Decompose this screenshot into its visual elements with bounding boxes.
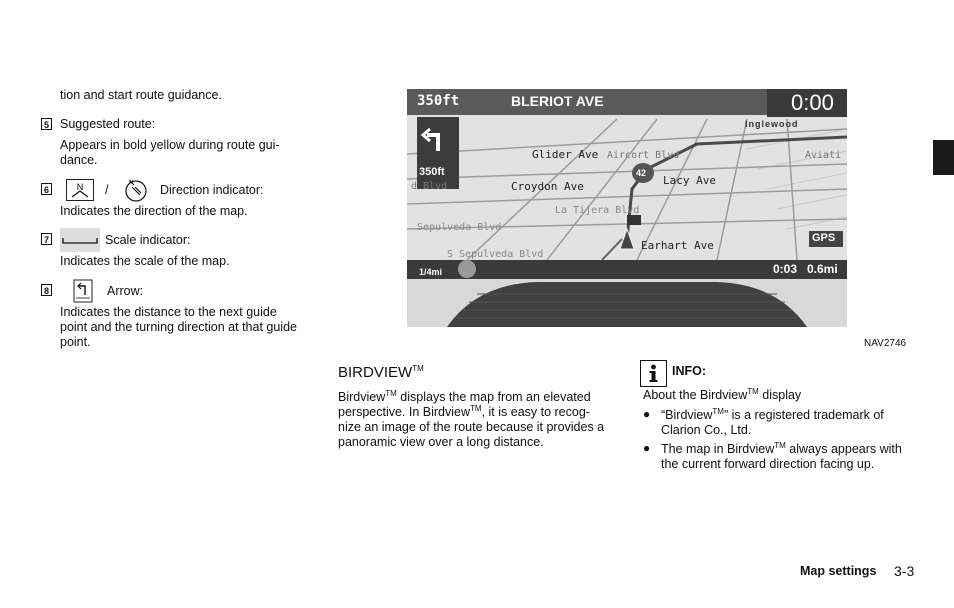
arrow-desc-line3: point. <box>60 335 91 349</box>
bullet-2: ● <box>643 441 651 455</box>
map-eta: 0:03 <box>773 262 798 276</box>
bullet-1: ● <box>643 407 651 421</box>
item-number-6: 6 <box>41 183 52 195</box>
chapter-tab <box>933 140 954 175</box>
suggested-route-desc-line2: dance. <box>60 153 98 167</box>
map-street-glider: Glider Ave <box>532 148 599 161</box>
map-street-blvd: d Blvd <box>411 181 448 192</box>
info-label: INFO: <box>672 364 707 378</box>
page-number: 3-3 <box>894 563 915 579</box>
scale-indicator-title: Scale indicator: <box>105 233 191 247</box>
birdview-line3: nize an image of the route because it provides a <box>338 420 605 434</box>
north-up-icon <box>66 179 94 201</box>
heading-up-icon <box>121 177 151 203</box>
map-scale-label: 1/4mi <box>419 267 443 277</box>
svg-text:N: N <box>76 182 84 192</box>
birdview-line4: panoramic view over a long distance. <box>338 435 544 449</box>
scale-indicator-desc: Indicates the scale of the map. <box>60 254 230 268</box>
map-street-latijera: La Tijera Blvd <box>555 205 640 216</box>
map-street-lacy: Lacy Ave <box>663 174 716 187</box>
direction-indicator-desc: Indicates the direction of the map. <box>60 204 248 218</box>
info-bullet2-line1: The map in Birdview™ always appears with <box>661 440 902 456</box>
suggested-route-desc-line1: Appears in bold yellow during route gui- <box>60 138 280 152</box>
map-top-street: BLERIOT AVE <box>511 93 604 109</box>
birdview-map-screenshot <box>407 89 847 327</box>
arrow-desc-line1: Indicates the distance to the next guide <box>60 305 277 319</box>
map-street-croydon: Croydon Ave <box>511 180 584 193</box>
figure-caption: NAV2746 <box>864 338 907 349</box>
direction-indicator-title: Direction indicator: <box>160 183 264 197</box>
item-number-5: 5 <box>41 118 52 130</box>
map-gps-badge: GPS <box>812 232 836 244</box>
birdview-line1: Birdview™ displays the map from an elevated <box>338 388 591 404</box>
icon-separator: / <box>105 183 109 197</box>
map-street-aviati: Aviati <box>805 150 842 161</box>
map-remaining-distance: 0.6mi <box>807 262 838 276</box>
item-number-8: 8 <box>41 284 52 296</box>
intro-text: tion and start route guidance. <box>60 88 222 102</box>
map-top-distance: 350ft <box>417 93 460 109</box>
map-arrow-distance: 350ft <box>419 166 445 178</box>
svg-text:N: N <box>129 180 134 186</box>
info-icon <box>640 360 667 387</box>
map-street-s-sepulveda: S Sepulveda Blvd <box>447 249 544 260</box>
map-street-earhart: Earhart Ave <box>641 239 714 252</box>
arrow-desc-line2: point and the turning direction at that guide <box>60 320 297 334</box>
info-bullet1-line1: “Birdview™” is a registered trademark of <box>661 406 884 422</box>
scale-bar-icon <box>60 228 100 252</box>
map-time: 0:00 <box>791 90 834 115</box>
birdview-heading: BIRDVIEW™ <box>338 364 424 381</box>
map-street-sepulveda: Sepulveda Blvd <box>417 222 502 233</box>
map-route-badge: 42 <box>636 168 647 178</box>
info-bullet1-line2: Clarion Co., Ltd. <box>661 423 752 437</box>
item-number-7: 7 <box>41 233 52 245</box>
suggested-route-title: Suggested route: <box>60 117 156 131</box>
birdview-line2: perspective. In Birdview™, it is easy to recog- <box>338 403 590 419</box>
arrow-title: Arrow: <box>107 284 144 298</box>
info-about: About the Birdview™ display <box>643 386 802 402</box>
footer-section-title: Map settings <box>800 564 877 578</box>
map-city-label: Inglewood <box>745 119 799 129</box>
info-bullet2-line2: the current forward direction facing up. <box>661 457 875 471</box>
turn-arrow-icon <box>73 279 93 303</box>
map-street-aircort: Aircort Blvd <box>607 150 680 161</box>
